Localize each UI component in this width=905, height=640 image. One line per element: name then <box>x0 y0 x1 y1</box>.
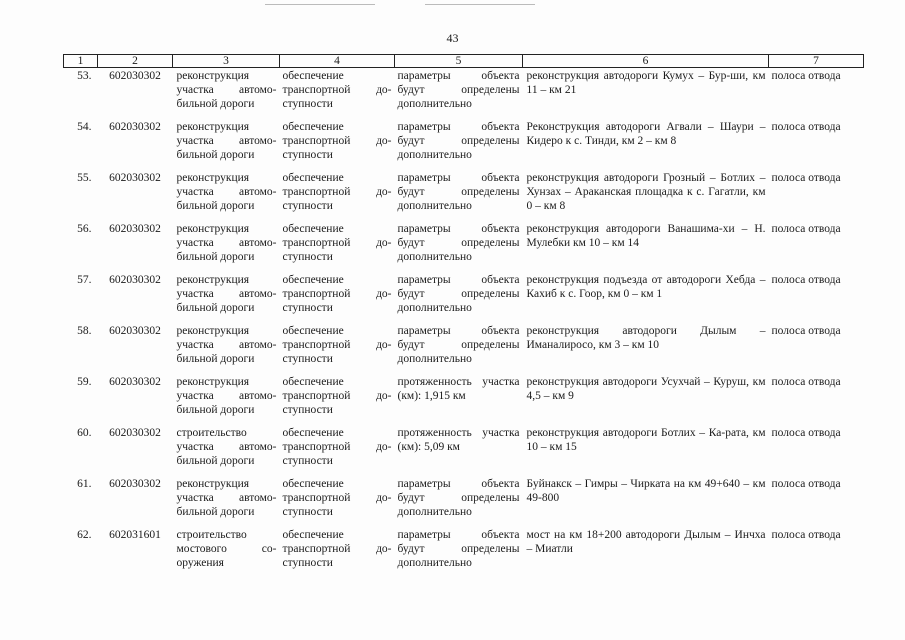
table-row <box>64 375 864 426</box>
row-code: 602030302 <box>109 376 161 388</box>
row-purpose: обеспечение транспортной до-ступности <box>282 325 392 366</box>
table-row <box>64 120 864 171</box>
row-object-name: реконструкция автодороги Дылым – Иманалиросо, км 3 – км 10 <box>526 325 766 352</box>
row-object-name: реконструкция автодороги Грозный – Ботлих – Хунзах – Араканская площадка к с. Гагатли, км 0 – км 8 <box>526 172 766 213</box>
row-object-name: реконструкция автодороги Ванашима-хи – Н. Мулебки км 10 – км 14 <box>526 223 766 250</box>
row-zone: полоса отвода <box>771 325 841 337</box>
row-purpose: обеспечение транспортной до-ступности <box>282 274 392 315</box>
row-purpose: обеспечение транспортной до-ступности <box>282 172 392 213</box>
row-zone: полоса отвода <box>771 478 841 490</box>
row-purpose: обеспечение транспортной до-ступности <box>282 478 392 519</box>
row-code: 602030302 <box>109 121 161 133</box>
table-row <box>64 68 864 121</box>
row-number: 54. <box>77 121 92 133</box>
table-row <box>64 477 864 528</box>
page-number: 43 <box>446 31 459 45</box>
row-parameters: протяженность участка (км): 1,915 км <box>397 376 520 403</box>
row-code: 602030302 <box>109 70 161 82</box>
row-purpose: обеспечение транспортной до-ступности <box>282 529 392 570</box>
row-number: 58. <box>77 325 92 337</box>
row-number: 57. <box>77 274 92 286</box>
row-parameters: протяженность участка (км): 5,09 км <box>397 427 520 454</box>
row-purpose: обеспечение транспортной до-ступности <box>282 70 392 111</box>
row-parameters: параметры объекта будут определены дополнительно <box>397 121 520 162</box>
top-rule-right <box>425 4 535 5</box>
row-code: 602031601 <box>109 529 161 541</box>
row-code: 602030302 <box>109 274 161 286</box>
row-object-name: мост на км 18+200 автодороги Дылым – Инчха – Миатли <box>526 529 766 556</box>
row-zone: полоса отвода <box>771 427 841 439</box>
row-parameters: параметры объекта будут определены дополнительно <box>397 70 520 111</box>
row-object-name: реконструкция автодороги Усухчай – Куруш, км 4,5 – км 9 <box>526 376 766 403</box>
table-body <box>64 68 864 580</box>
row-zone: полоса отвода <box>771 376 841 388</box>
row-object-type: реконструкция участка автомо-бильной дороги <box>176 172 277 213</box>
row-object-type: реконструкция участка автомо-бильной дороги <box>176 376 277 417</box>
row-code: 602030302 <box>109 172 161 184</box>
row-number: 61. <box>77 478 92 490</box>
top-rule-left <box>265 4 375 5</box>
row-number: 62. <box>77 529 92 541</box>
column-header: 1 <box>64 55 98 68</box>
column-header: 7 <box>769 55 864 68</box>
column-header: 6 <box>523 55 769 68</box>
row-parameters: параметры объекта будут определены дополнительно <box>397 325 520 366</box>
row-code: 602030302 <box>109 325 161 337</box>
row-code: 602030302 <box>109 223 161 235</box>
row-object-type: строительство мостового со-оружения <box>176 529 277 570</box>
row-number: 59. <box>77 376 92 388</box>
table-row <box>64 426 864 477</box>
column-header: 5 <box>395 55 523 68</box>
row-parameters: параметры объекта будут определены дополнительно <box>397 478 520 519</box>
row-object-name: Буйнакск – Гимры – Чирката на км 49+640 – км 49-800 <box>526 478 766 505</box>
row-number: 55. <box>77 172 92 184</box>
row-parameters: параметры объекта будут определены дополнительно <box>397 223 520 264</box>
row-code: 602030302 <box>109 427 161 439</box>
row-object-type: строительство участка автомо-бильной дороги <box>176 427 277 468</box>
row-purpose: обеспечение транспортной до-ступности <box>282 223 392 264</box>
row-zone: полоса отвода <box>771 172 841 184</box>
column-numbers-row <box>64 55 864 68</box>
row-object-name: реконструкция подъезда от автодороги Хебда – Кахиб к с. Гоор, км 0 – км 1 <box>526 274 766 301</box>
row-purpose: обеспечение транспортной до-ступности <box>282 376 392 417</box>
column-header: 3 <box>173 55 280 68</box>
row-zone: полоса отвода <box>771 274 841 286</box>
row-object-type: реконструкция участка автомо-бильной дороги <box>176 478 277 519</box>
row-object-type: реконструкция участка автомо-бильной дороги <box>176 70 277 111</box>
table-row <box>64 528 864 579</box>
row-zone: полоса отвода <box>771 121 841 133</box>
row-zone: полоса отвода <box>771 529 841 541</box>
column-header: 2 <box>98 55 173 68</box>
row-object-type: реконструкция участка автомо-бильной дороги <box>176 274 277 315</box>
row-purpose: обеспечение транспортной до-ступности <box>282 121 392 162</box>
row-object-type: реконструкция участка автомо-бильной дороги <box>176 223 277 264</box>
row-object-name: Реконструкция автодороги Агвали – Шаури – Кидеро к с. Тинди, км 2 – км 8 <box>526 121 766 148</box>
row-purpose: обеспечение транспортной до-ступности <box>282 427 392 468</box>
row-object-type: реконструкция участка автомо-бильной дороги <box>176 325 277 366</box>
row-code: 602030302 <box>109 478 161 490</box>
row-zone: полоса отвода <box>771 223 841 235</box>
table-row <box>64 222 864 273</box>
row-zone: полоса отвода <box>771 70 841 82</box>
column-header: 4 <box>280 55 395 68</box>
row-parameters: параметры объекта будут определены дополнительно <box>397 274 520 315</box>
row-number: 60. <box>77 427 92 439</box>
row-number: 56. <box>77 223 92 235</box>
row-object-type: реконструкция участка автомо-бильной дороги <box>176 121 277 162</box>
row-object-name: реконструкция автодороги Кумух – Бур-ши, км 11 – км 21 <box>526 70 766 97</box>
table-row <box>64 171 864 222</box>
row-parameters: параметры объекта будут определены дополнительно <box>397 529 520 570</box>
row-parameters: параметры объекта будут определены дополнительно <box>397 172 520 213</box>
row-number: 53. <box>77 70 92 82</box>
table-row <box>64 273 864 324</box>
objects-table <box>63 54 864 579</box>
row-object-name: реконструкция автодороги Ботлих – Ка-рата, км 10 – км 15 <box>526 427 766 454</box>
table-row <box>64 324 864 375</box>
